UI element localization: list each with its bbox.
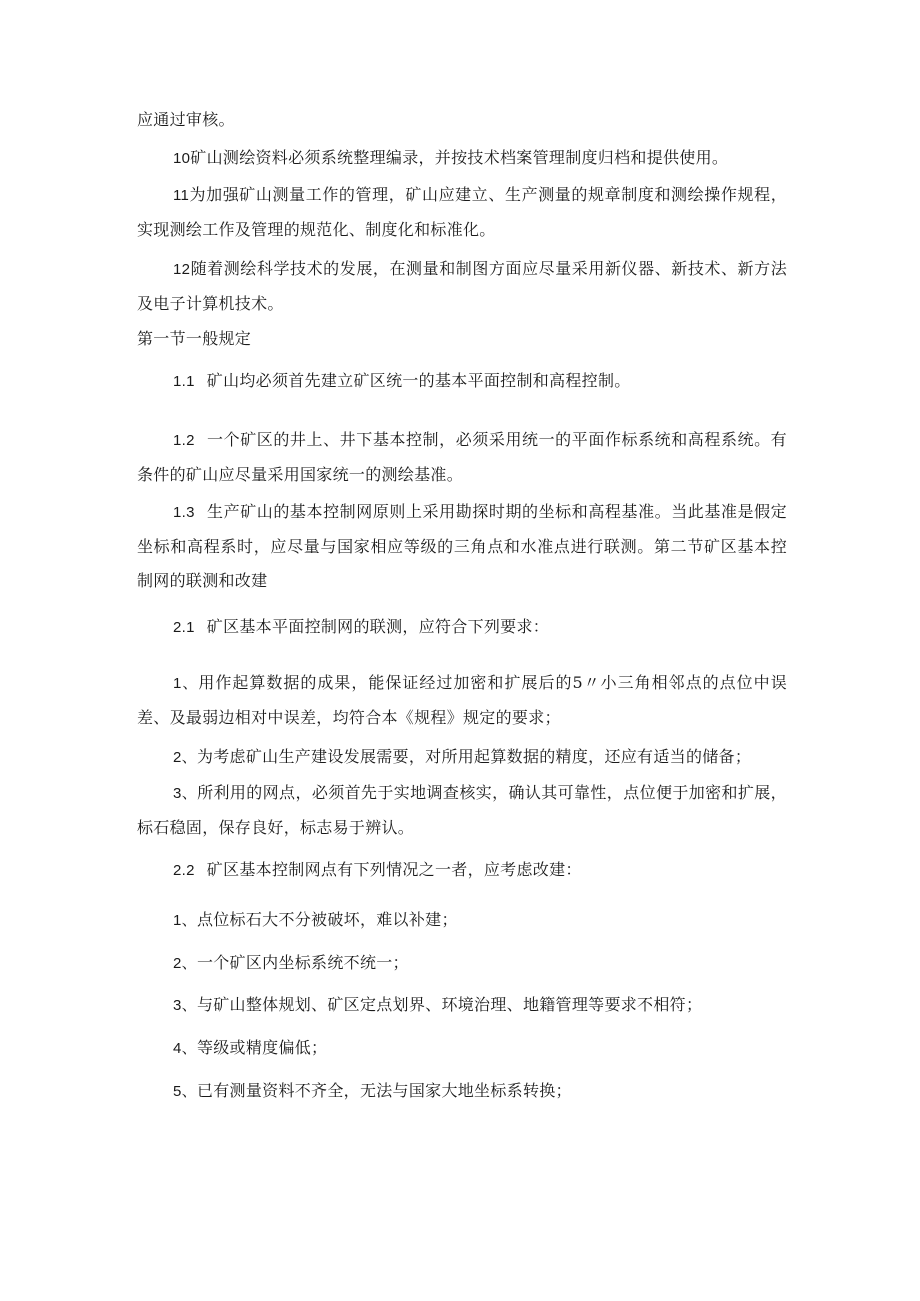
list-text: 所利用的网点，必须首先于实地调查核实，确认其可靠性，点位便于加密和扩展，标石稳固，保存良好，标志易于辨认。 — [137, 783, 787, 837]
list-text: 点位标石大不分被破坏，难以补建； — [196, 910, 458, 929]
paragraph-1-3 — [137, 495, 787, 598]
list-number: 2、 — [173, 955, 197, 972]
list-text: 一个矿区内坐标系统不统一； — [196, 953, 409, 972]
paragraph-number: 11 — [173, 187, 190, 204]
paragraph-2-1 — [137, 610, 787, 645]
paragraph-1-1 — [137, 364, 787, 399]
paragraph-number: 2.2 — [173, 862, 195, 879]
list-number: 3、 — [173, 785, 198, 802]
list-text: 等级或精度偏低； — [196, 1038, 328, 1057]
paragraph-12 — [137, 252, 787, 321]
paragraph-text: 矿区基本控制网点有下列情况之一者，应考虑改建： — [206, 860, 582, 879]
paragraph-text: 随着测绘科学技术的发展，在测量和制图方面应尽量采用新仪器、新技术、新方法及电子计算机技术。 — [137, 259, 787, 313]
paragraph-text: 一个矿区的井上、井下基本控制，必须采用统一的平面作标系统和高程系统。有条件的矿山应尽量采用国家统一的测绘基准。 — [137, 430, 787, 484]
list-text: 用作起算数据的成果，能保证经过加密和扩展后的5〃小三角相邻点的点位中误差、及最弱边相对中误差，均符合本《规程》规定的要求； — [137, 673, 787, 727]
list-item-2-2-4 — [137, 1031, 787, 1066]
paragraph-text: 矿区基本平面控制网的联测，应符合下列要求： — [206, 617, 550, 636]
list-text: 已有测量资料不齐全，无法与国家大地坐标系转换； — [196, 1081, 572, 1100]
list-number: 3、 — [173, 997, 197, 1014]
paragraph-text: 为加强矿山测量工作的管理，矿山应建立、生产测量的规章制度和测绘操作规程，实现测绘工作及管理的规范化、制度化和标准化。 — [137, 185, 787, 239]
list-number: 1、 — [173, 912, 197, 929]
list-item-2-1-1 — [137, 666, 787, 735]
paragraph-number: 1.1 — [173, 373, 195, 390]
list-number: 1、 — [173, 675, 199, 692]
paragraph-2-2 — [137, 853, 787, 888]
list-item-2-2-2 — [137, 946, 787, 981]
paragraph-text: 矿山均必须首先建立矿区统一的基本平面控制和高程控制。 — [206, 371, 631, 390]
list-item-2-1-2 — [137, 740, 787, 775]
paragraph-1-2 — [137, 423, 787, 492]
paragraph-text: 生产矿山的基本控制网原则上采用勘探时期的坐标和高程基准。当此基准是假定坐标和高程系时，应尽量与国家相应等级的三角点和水准点进行联测。第二节矿区基本控制网的联测和改建 — [137, 502, 787, 590]
paragraph-10 — [137, 141, 787, 176]
paragraph-continuation — [137, 103, 787, 137]
list-text: 为考虑矿山生产建设发展需要，对所用起算数据的精度，还应有适当的储备； — [196, 747, 752, 766]
paragraph-number: 12 — [173, 261, 191, 278]
heading-text: 第一节一般规定 — [137, 329, 252, 348]
list-text: 与矿山整体规划、矿区定点划界、环境治理、地籍管理等要求不相符； — [196, 995, 703, 1014]
list-item-2-2-3 — [137, 988, 787, 1023]
section-heading-1 — [137, 322, 787, 356]
paragraph-number: 2.1 — [173, 619, 195, 636]
paragraph-text: 矿山测绘资料必须系统整理编录，并按技术档案管理制度归档和提供使用。 — [190, 148, 729, 167]
list-item-2-1-3 — [137, 776, 787, 845]
paragraph-11 — [137, 178, 787, 247]
paragraph-number: 1.2 — [173, 432, 195, 449]
list-number: 2、 — [173, 749, 197, 766]
list-number: 4、 — [173, 1040, 197, 1057]
list-number: 5、 — [173, 1083, 197, 1100]
list-item-2-2-1 — [137, 903, 787, 938]
paragraph-text: 应通过审核。 — [137, 110, 235, 129]
paragraph-number: 10 — [173, 150, 191, 167]
paragraph-number: 1.3 — [173, 504, 195, 521]
list-item-2-2-5 — [137, 1074, 787, 1109]
